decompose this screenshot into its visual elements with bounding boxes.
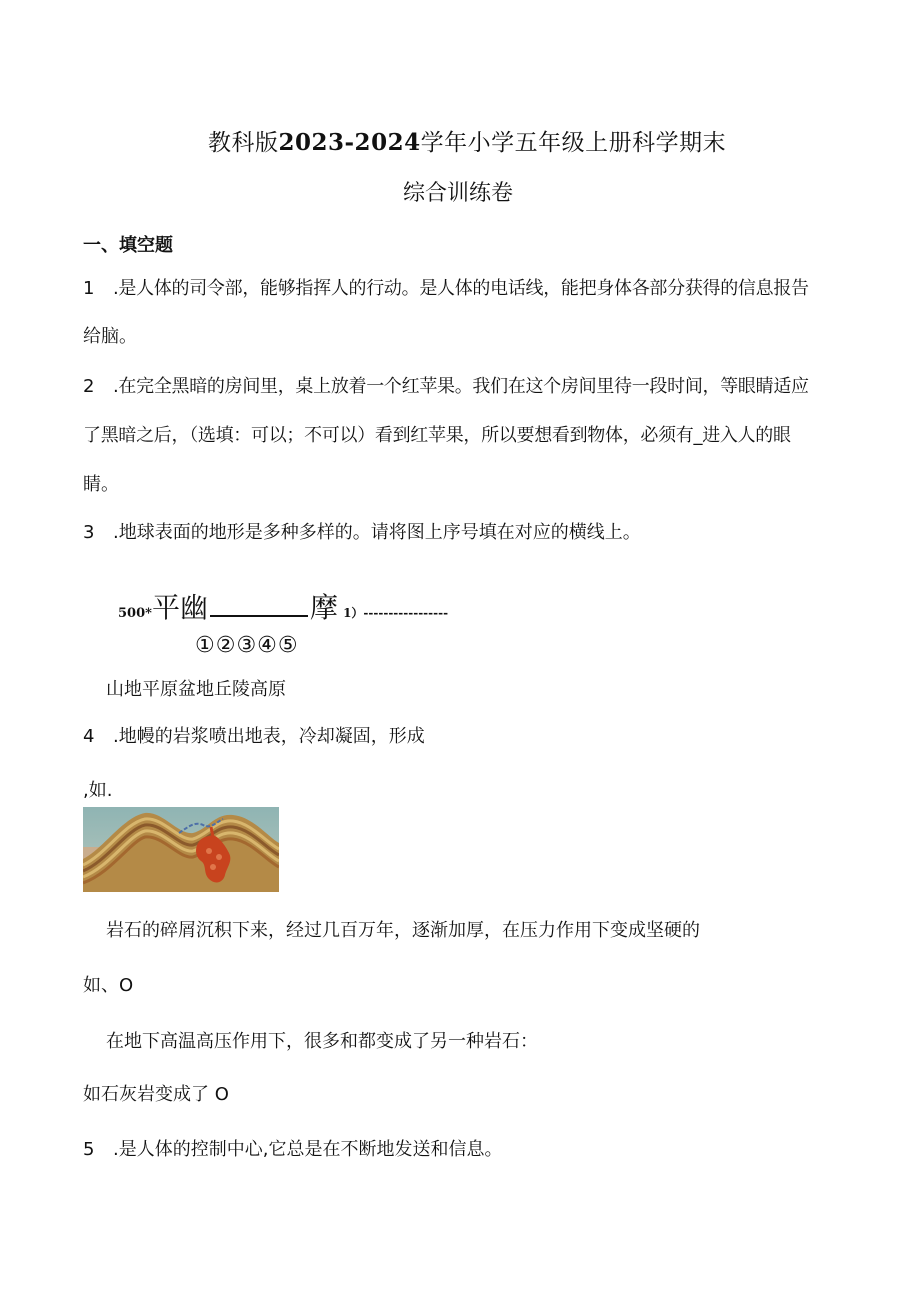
circled-numbers: ①②③④⑤: [195, 633, 299, 658]
question-4-text-1: .地幔的岩浆喷出地表，冷却凝固，形成: [113, 726, 425, 747]
question-3-line-1: [83, 521, 641, 545]
diagram-tail: 1）-----------------: [343, 606, 449, 620]
question-5-line-1: [83, 1138, 502, 1162]
rock-formation-image: [83, 807, 279, 892]
question-2-line-2: 了黑暗之后，（选填：可以；不可以）看到红苹果，所以要想看到物体，必须有_进入人的眼: [83, 425, 791, 446]
title-suffix: 学年小学五年级上册科学期末: [420, 130, 727, 156]
terrain-options: 山地平原盆地丘陵高原: [106, 679, 286, 700]
question-4-line-6: 如石灰岩变成了 O: [83, 1084, 229, 1105]
question-4-line-5: 在地下高温高压作用下，很多和都变成了另一种岩石：: [106, 1031, 538, 1052]
diagram-left-chars: 平幽: [151, 591, 208, 624]
diagram-prefix: 500*: [118, 606, 152, 621]
section-heading: 一、填空题: [83, 235, 173, 256]
terrain-diagram-row: [118, 586, 448, 626]
title-prefix: 教科版: [208, 130, 279, 156]
question-1-line-2: 给脑。: [83, 326, 137, 347]
title-years: 2023-2024: [278, 129, 421, 156]
question-4-line-4: 如、O: [83, 975, 134, 996]
question-2-line-3: 睛。: [83, 474, 119, 495]
question-4-line-3: 岩石的碎屑沉积下来，经过几百万年，逐渐加厚，在压力作用下变成坚硬的: [106, 920, 700, 941]
question-4-line-1: [83, 725, 425, 749]
question-1-number: 1: [83, 278, 95, 299]
question-4-number: 4: [83, 726, 95, 747]
question-1-text-1: .是人体的司令部，能够指挥人的行动。是人体的电话线，能把身体各部分获得的信息报告: [113, 278, 809, 299]
page-title-line1: [208, 124, 726, 157]
question-1-line-1: [83, 277, 809, 301]
question-2-number: 2: [83, 376, 95, 397]
question-2-line-1: [83, 375, 809, 399]
question-3-number: 3: [83, 522, 95, 543]
diagram-right-char: 摩: [309, 591, 338, 624]
question-2-text-1: .在完全黑暗的房间里，桌上放着一个红苹果。我们在这个房间里待一段时间，等眼睛适应: [113, 376, 809, 397]
question-5-number: 5: [83, 1139, 95, 1160]
page-title-line2: 综合训练卷: [403, 181, 514, 206]
question-4-line-2: ,如.: [83, 780, 113, 801]
question-5-text-1: .是人体的控制中心,它总是在不断地发送和信息。: [113, 1139, 503, 1160]
question-3-text-1: .地球表面的地形是多种多样的。请将图上序号填在对应的横线上。: [113, 522, 641, 543]
answer-blank-line: [210, 589, 308, 617]
